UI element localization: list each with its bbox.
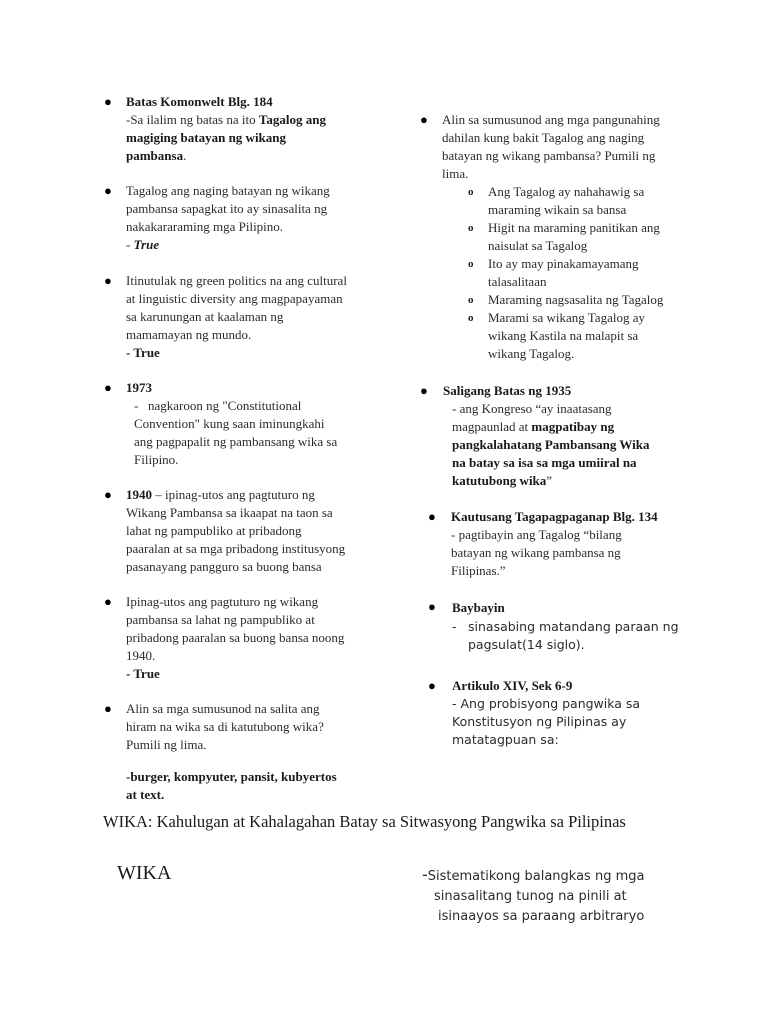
item-heading: Kautusang Tagapagpaganap Blg. 134 [451,509,658,524]
list-item-question-tagalog [442,111,722,363]
bullet-icon: ● [428,509,436,524]
item-text-bold: na batay sa isa sa mga umiiral na [452,455,637,470]
item-text: pasanayang pangguro sa buong bansa [126,559,322,574]
item-text: - Ang probisyong pangwika sa [452,696,641,711]
item-text: pribadong paaralan sa buong bansa noong [126,630,345,645]
option-text: naisulat sa Tagalog [488,238,588,253]
item-text: pambansa sapagkat ito ay sinasalita ng [126,201,328,216]
item-text: batayan ng wikang pambansa ng [451,545,621,560]
item-text: . [183,148,187,163]
option-item [468,183,722,219]
item-text: Alin sa sumusunod ang mga pangunahing [442,112,660,127]
section-title: WIKA: Kahulugan at Kahalagahan Batay sa Sitwasyong Pangwika sa Pilipinas [103,812,626,831]
term-wika: WIKA [117,862,172,884]
item-text: Convention" kung saan iminungkahi [134,416,325,431]
list-item-kautusang-tagapagpaganap [451,508,711,580]
item-text-bold: katutubong wika [452,473,547,488]
item-text-bold: pangkalahatang Pambansang Wika [452,437,650,452]
list-item-tagalog-batayan [126,182,386,254]
option-text: wikang Tagalog. [488,346,575,361]
item-text: ang pagpapalit ng pambansang wika sa [134,434,338,449]
item-text-bold: magpatibay ng [531,419,615,434]
answer-true: - True [126,666,160,681]
list-item-baybayin [452,598,712,654]
option-text: Ang Tagalog ay nahahawig sa [488,184,645,199]
item-text: Tagalog ang naging batayan ng wikang [126,183,330,198]
option-bullet-icon: o [468,186,474,198]
item-heading: Saligang Batas ng 1935 [443,383,572,398]
option-item [468,291,722,309]
bullet-icon: ● [104,594,112,609]
bullet-icon: ● [104,701,112,716]
item-heading: Batas Komonwelt Blg. 184 [126,94,273,109]
answer-true: True [133,237,160,252]
option-text: Marami sa wikang Tagalog ay [488,310,645,325]
item-text: Filipinas.” [451,563,506,578]
item-text: Wikang Pambansa sa ikaapat na taon sa [126,505,333,520]
list-item-artikulo-xiv [452,677,712,749]
dash: - [134,398,139,413]
list-item-batas-komonwelt [126,93,376,165]
item-text: lima. [442,166,469,181]
list-item-green-politics [126,272,386,362]
item-text-bold: Tagalog ang [258,112,326,127]
item-text: 1940. [126,648,156,663]
item-text: pambansa sa lahat ng pampubliko at [126,612,315,627]
item-text: sa karunungan at kaalaman ng [126,309,284,324]
bullet-icon: ● [428,678,436,693]
list-item-saligang-batas [443,382,703,490]
option-text: maraming wikain sa bansa [488,202,627,217]
bullet-icon: ● [104,94,112,109]
item-text-bold: magiging batayan ng wikang [126,130,287,145]
item-text: - ang Kongreso “ay inaatasang [452,401,612,416]
bullet-icon: ● [104,487,112,502]
item-text: nagkaroon ng "Constitutional [148,398,302,413]
item-text: Pumili ng lima. [126,737,207,752]
item-text: pagsulat(14 siglo). [468,637,585,652]
option-text: talasalitaan [488,274,547,289]
answer-dash: - [126,237,134,252]
item-heading: 1940 [126,487,152,502]
bullet-icon: ● [104,273,112,288]
item-text: paaralan at sa mga pribadong institusyong [126,541,346,556]
item-text: Alin sa mga sumusunod na salita ang [126,701,320,716]
item-text: dahilan kung bakit Tagalog ang naging [442,130,645,145]
bullet-icon: ● [104,183,112,198]
option-item [468,309,722,363]
item-heading: Artikulo XIV, Sek 6-9 [452,678,573,693]
item-text: at linguistic diversity ang magpapayaman [126,291,343,306]
item-text: nakakararaming mga Pilipino. [126,219,284,234]
item-text: Itinutulak ng green politics na ang cultural [126,273,347,288]
answer-text: -burger, kompyuter, pansit, kubyertos [126,769,337,784]
item-text-bold: pambansa [126,148,184,163]
item-heading: 1973 [126,380,152,395]
item-text: mamamayan ng mundo. [126,327,252,342]
bullet-icon: ● [428,599,436,614]
term-definition [422,865,644,927]
list-item-1940 [126,486,396,576]
item-text: Konstitusyon ng Pilipinas ay [452,714,627,729]
option-bullet-icon: o [468,312,474,324]
option-text: Higit na maraming panitikan ang [488,220,660,235]
answer-text: at text. [126,787,165,802]
item-text: -Sa ilalim ng batas na ito [126,112,259,127]
definition-text: Sistematikong balangkas ng mga [427,869,645,884]
bullet-icon: ● [104,380,112,395]
option-text: Ito ay may pinakamayamang [488,256,639,271]
bullet-icon: ● [420,383,428,398]
option-text: Maraming nagsasalita ng Tagalog [488,292,664,307]
item-text: batayan ng wikang pambansa? Pumili ng [442,148,656,163]
item-text: Ipinag-utos ang pagtuturo ng wikang [126,594,319,609]
bullet-icon: ● [420,112,428,127]
item-text: Filipino. [134,452,179,467]
item-text: lahat ng pampubliko at pribadong [126,523,302,538]
item-text: sinasabing matandang paraan ng [468,619,679,634]
option-bullet-icon: o [468,258,474,270]
item-text: hiram na wika sa di katutubong wika? [126,719,324,734]
list-item-1973 [126,379,386,469]
dash: - [452,619,457,634]
option-bullet-icon: o [468,294,474,306]
item-heading: Baybayin [452,600,505,615]
item-text: ” [546,473,553,488]
list-item-hiram-na-wika [126,700,396,804]
option-item [468,255,722,291]
item-text: - pagtibayin ang Tagalog “bilang [451,527,622,542]
option-item [468,219,722,255]
item-text: magpaunlad at [452,419,532,434]
option-text: wikang Kastila na malapit sa [488,328,639,343]
item-text: matatagpuan sa: [452,732,559,747]
list-item-ipinag-utos [126,593,396,683]
dash: - [422,865,428,884]
option-bullet-icon: o [468,222,474,234]
item-text: – ipinag-utos ang pagtuturo ng [152,487,315,502]
definition-text: isinaayos sa paraang arbitraryo [438,909,645,924]
definition-text: sinasalitang tunog na pinili at [434,889,627,904]
answer-true: - True [126,345,160,360]
